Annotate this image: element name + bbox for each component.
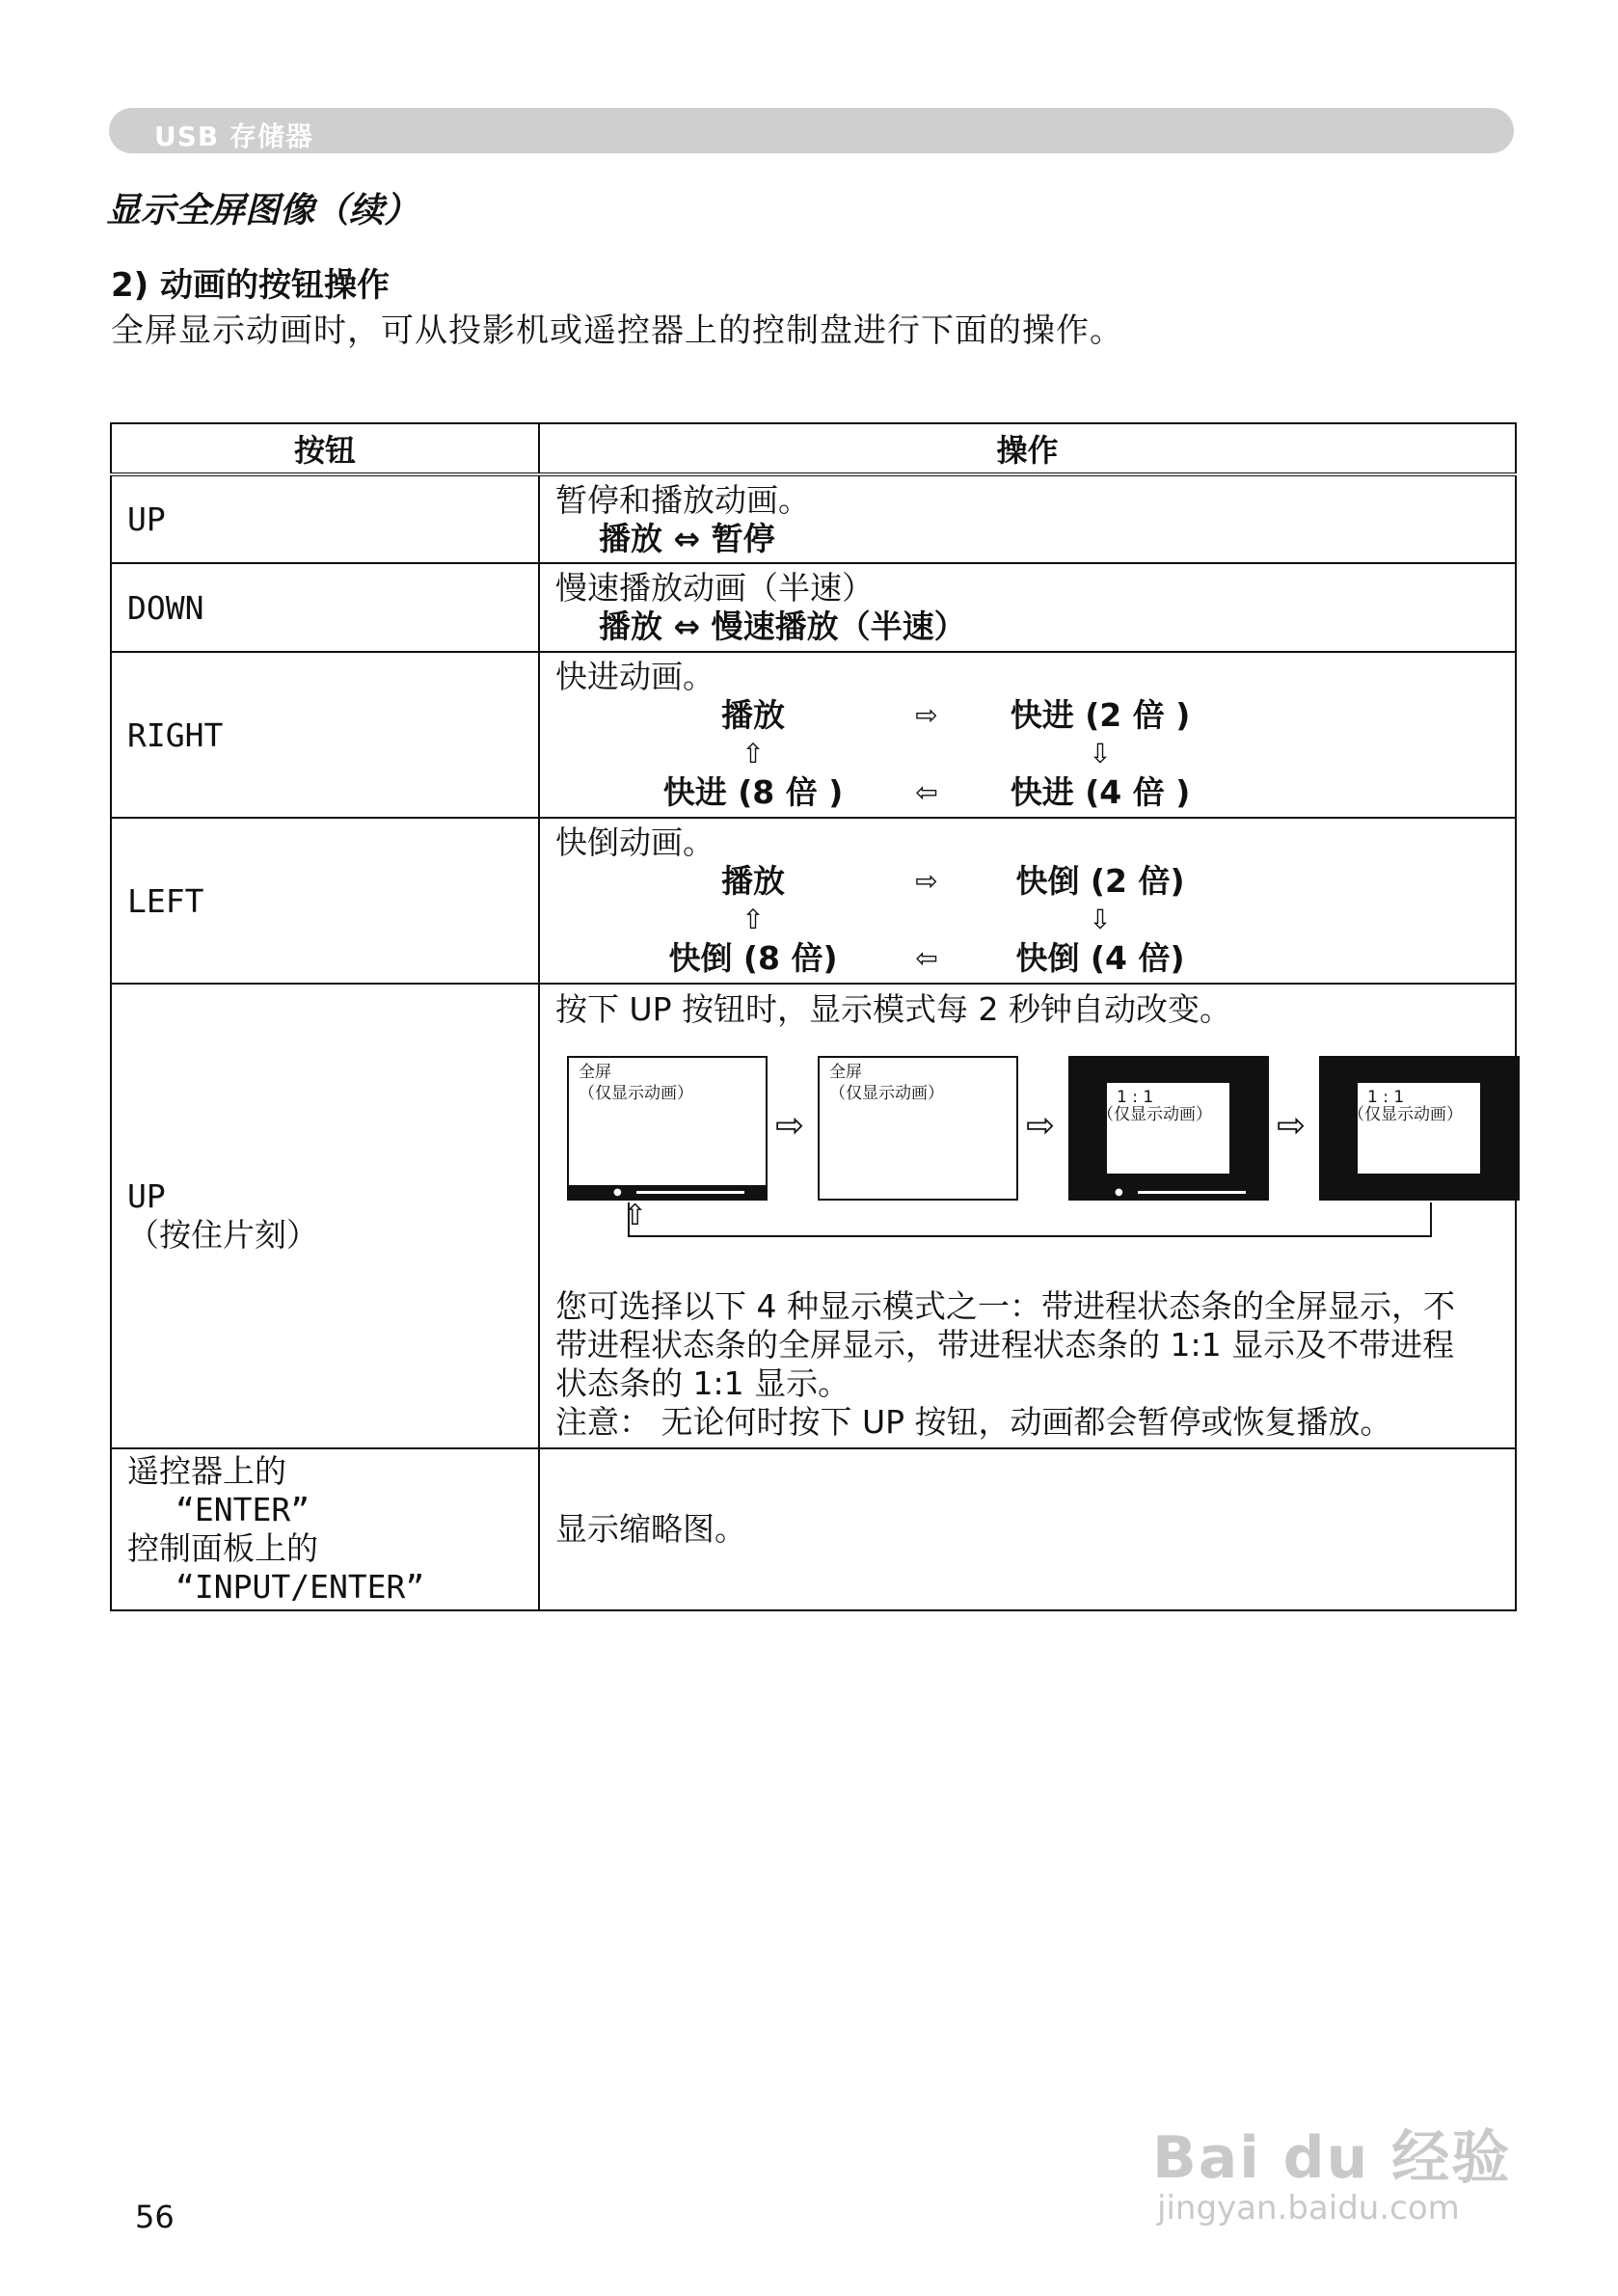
- page-number: 56: [135, 2199, 175, 2235]
- desc-line: 带进程状态条的全屏显示，带进程状态条的 1:1 显示及不带进程: [555, 1326, 1455, 1364]
- state-label: 播放: [721, 696, 785, 734]
- screen-1to1: [1319, 1056, 1520, 1201]
- up-arrow-icon: ⇧: [742, 904, 765, 935]
- desc-line: 您可选择以下 4 种显示模式之一：带进程状态条的全屏显示，不: [555, 1287, 1455, 1325]
- op-line: 播放 ⇔ 慢速播放（半速）: [599, 608, 966, 645]
- screen-1to1-bar: [1068, 1056, 1269, 1201]
- table-row: [111, 1448, 1516, 1610]
- button-cell: UP: [111, 474, 539, 563]
- left-arrow-icon: ⇦: [915, 776, 938, 808]
- speed-cycle: [555, 696, 1499, 812]
- speed-cycle: [555, 862, 1499, 978]
- state-label: 快进 (2 倍 ): [1010, 696, 1191, 734]
- screen-label: （仅显示动画）: [829, 1084, 944, 1103]
- screen-fullscreen-bar: [567, 1056, 768, 1201]
- header-bar: [109, 108, 1514, 153]
- button-label: “INPUT/ENTER”: [175, 1568, 425, 1606]
- op-line: 显示缩略图。: [555, 1510, 746, 1548]
- screen-label: （仅显示动画）: [1097, 1105, 1212, 1124]
- button-label: 遥控器上的: [127, 1452, 286, 1490]
- operation-cell: [539, 818, 1516, 984]
- operation-cell: [539, 563, 1516, 652]
- button-label: “ENTER”: [175, 1491, 310, 1528]
- progress-bar: [1070, 1185, 1267, 1199]
- image-area: [1348, 1083, 1480, 1174]
- watermark-logo: Bai du 经验: [1152, 2124, 1512, 2192]
- reel-icon: ●: [613, 1187, 622, 1198]
- table-row: [111, 563, 1516, 652]
- table-row: [111, 984, 1516, 1448]
- right-arrow-icon: ⇨: [1026, 1106, 1056, 1146]
- screen-label: 1 : 1: [1117, 1088, 1154, 1107]
- op-line: 按下 UP 按钮时，显示模式每 2 秒钟自动改变。: [555, 990, 1232, 1028]
- screen-label: （仅显示动画）: [579, 1084, 693, 1103]
- button-label: UP: [127, 1177, 166, 1215]
- table-row: [111, 474, 1516, 563]
- up-arrow-icon: ⇧: [623, 1199, 648, 1232]
- op-line: 播放 ⇔ 暂停: [599, 519, 775, 557]
- image-area: [1097, 1083, 1229, 1174]
- down-arrow-icon: ⇩: [1089, 738, 1112, 770]
- table-header-row: [111, 423, 1516, 474]
- screen-label: 全屏: [579, 1063, 611, 1082]
- header-label: USB 存储器: [154, 121, 313, 152]
- operation-cell: [539, 652, 1516, 818]
- watermark-url: jingyan.baidu.com: [1157, 2189, 1460, 2228]
- operation-cell: [539, 984, 1516, 1448]
- right-arrow-icon: ⇨: [915, 699, 938, 731]
- display-mode-diagram: [555, 1056, 1520, 1278]
- screen-label: 1 : 1: [1367, 1088, 1405, 1107]
- right-arrow-icon: ⇨: [1277, 1106, 1307, 1146]
- right-arrow-icon: ⇨: [775, 1106, 805, 1146]
- op-line: 快进动画。: [555, 658, 715, 695]
- button-cell: RIGHT: [111, 652, 539, 818]
- button-cell: [111, 984, 539, 1448]
- table-row: [111, 652, 1516, 818]
- state-label: 播放: [721, 862, 785, 900]
- operations-table: [110, 422, 1517, 1611]
- table-row: [111, 818, 1516, 984]
- sub-heading: 2) 动画的按钮操作: [111, 266, 391, 305]
- op-line: 快倒动画。: [555, 824, 715, 861]
- col-operation-header: 操作: [539, 423, 1516, 474]
- state-label: 快倒 (8 倍): [668, 939, 838, 977]
- state-label: 快进 (4 倍 ): [1010, 773, 1191, 811]
- note-line: 注意： 无论何时按下 UP 按钮，动画都会暂停或恢复播放。: [555, 1403, 1392, 1441]
- cycle-return-line: [628, 1202, 1432, 1237]
- intro-text: 全屏显示动画时，可从投影机或遥控器上的控制盘进行下面的操作。: [111, 311, 1123, 350]
- button-cell: [111, 1448, 539, 1610]
- operation-cell: [539, 1448, 1516, 1610]
- op-line: 慢速播放动画（半速）: [555, 569, 874, 607]
- col-button-header: 按钮: [111, 423, 539, 474]
- screen-fullscreen: [818, 1056, 1018, 1201]
- reel-icon: ●: [1115, 1187, 1123, 1198]
- progress-bar: [569, 1185, 766, 1199]
- state-label: 快进 (8 倍 ): [662, 773, 844, 811]
- down-arrow-icon: ⇩: [1089, 904, 1112, 935]
- state-label: 快倒 (2 倍): [1015, 862, 1185, 900]
- up-arrow-icon: ⇧: [742, 738, 765, 770]
- op-line: 暂停和播放动画。: [555, 480, 810, 519]
- button-label: 控制面板上的: [127, 1529, 318, 1567]
- button-label: （按住片刻）: [127, 1216, 318, 1254]
- desc-line: 状态条的 1:1 显示。: [555, 1364, 850, 1402]
- section-title: 显示全屏图像（续）: [106, 191, 419, 230]
- screen-label: 全屏: [829, 1063, 862, 1082]
- left-arrow-icon: ⇦: [915, 942, 938, 974]
- right-arrow-icon: ⇨: [915, 865, 938, 897]
- state-label: 快倒 (4 倍): [1015, 939, 1185, 977]
- button-cell: DOWN: [111, 563, 539, 652]
- button-cell: LEFT: [111, 818, 539, 984]
- screen-label: （仅显示动画）: [1348, 1105, 1463, 1124]
- operation-cell: [539, 474, 1516, 563]
